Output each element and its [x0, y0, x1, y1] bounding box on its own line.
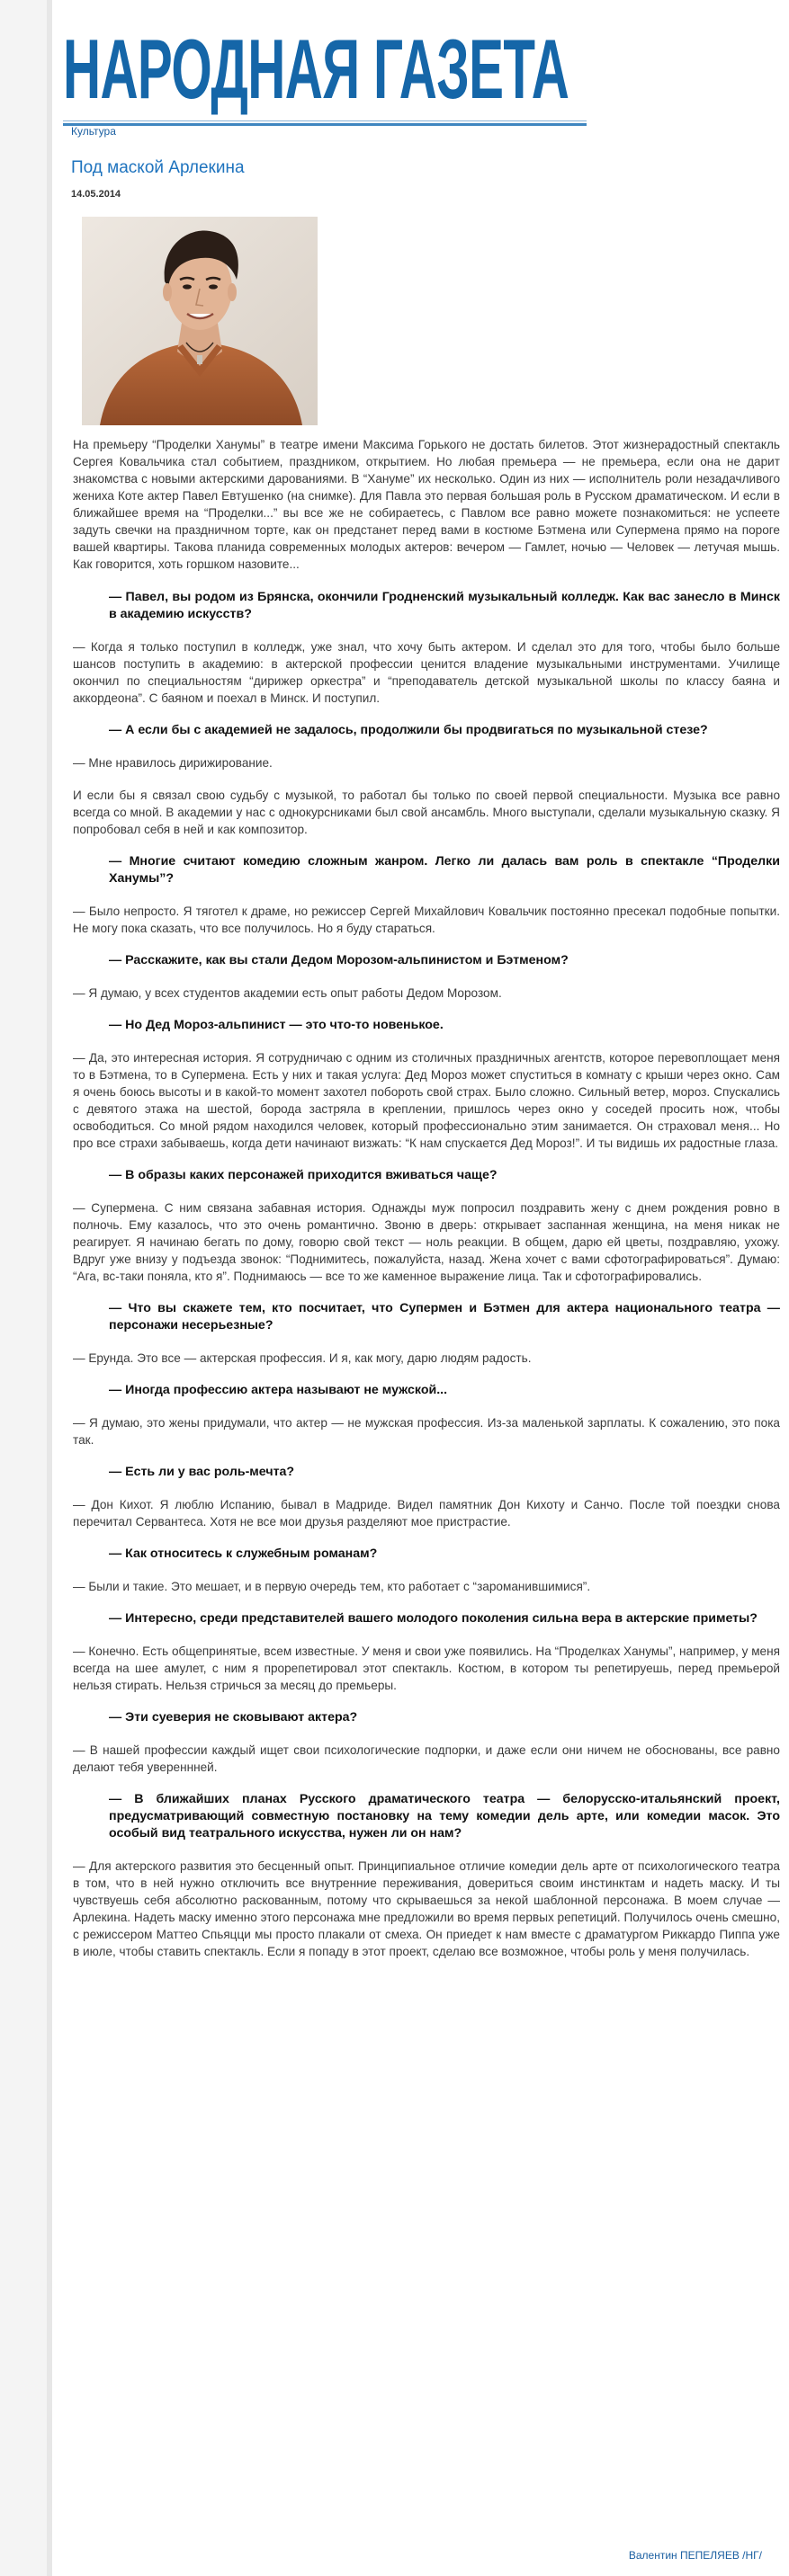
interview-answer: — Да, это интересная история. Я сотрудничаю с одним из столичных праздничных агентств, которое перевоплощает меня то в Бэтмена, то в Супермена. Есть у них и такая услуга: Дед Мороз может спуститься в комнату с крыши через окно. Сам я очень боюсь высоты и в какой-то момент захотел побороть свой страх. Было сложно. Сильный ветер, мороз. Спускались с девятого этажа на шестой, борода застряла в креплении, пришлось через окно у соседей просить нож, чтобы освободиться. Со мной рядом находился человек, который профессионально этим занимается. Он страховал меня... Но про все страхи забываешь, когда дети начинают визжать: “К нам спускается Дед Мороз!”. И ты видишь их радостные глаза. [73, 1051, 780, 1150]
interview-question: — Как относитесь к служебным романам? [109, 1546, 378, 1561]
portrait-image [82, 217, 318, 425]
interview-answer: — Было непросто. Я тяготел к драме, но режиссер Сергей Михайлович Ковальчик постоянно пресекал подобные попытки. Не могу пока сказать, что все получилось. Но я буду стараться. [73, 905, 780, 935]
interview-question: — А если бы с академией не задалось, продолжили бы продвигаться по музыкальной стезе? [109, 723, 708, 737]
interview-question: — Эти суеверия не сковывают актера? [109, 1710, 358, 1725]
article-title: Под маской Арлекина [71, 158, 245, 177]
header-divider [63, 120, 587, 121]
interview-answer: — Дон Кихот. Я люблю Испанию, бывал в Мадриде. Видел памятник Дон Кихоту и Санчо. После той поездки снова перечитал Сервантеса. Хотя не все мои друзья разделяют мое пристрастие. [73, 1498, 780, 1529]
interview-question: — Что вы скажете тем, кто посчитает, что Супермен и Бэтмен для актера национального театра — персонажи несерьезные? [109, 1301, 780, 1333]
interview-question: — В образы каких персонажей приходится вживаться чаще? [109, 1168, 498, 1182]
interview-question: — Иногда профессию актера называют не мужской... [109, 1383, 448, 1397]
interview-answer: — Супермена. С ним связана забавная история. Однажды муж попросил поздравить жену с днем рождения ровно в полночь. Ему казалось, что это очень романтично. Звоню в дверь: открывает заспанная женщина, на меня никак не реагирует. Я начинаю бегать по дому, говорю свой текст — ноль реакции. В общем, дарю ей цветы, поздравляю, ухожу. Вдруг уже внизу у подъезда звонок: “Поднимитесь, пожалуйста, назад. Жена хочет с вами сфотографироваться”. Думаю: “Ага, вс-таки поняла, кто я”. Поднимаюсь — все то же каменное выражение лица. Так и сфотографировались. [73, 1201, 780, 1283]
article-photo [82, 217, 318, 425]
article-date: 14.05.2014 [71, 189, 121, 200]
interview-answer: И если бы я связал свою судьбу с музыкой, то работал бы только по своей первой специальности. Музыка все равно всегда со мной. В академии у нас с однокурсниками был свой ансамбль. Много выступали, сделали музыкальную сказку. Я попробовал себя в ней и как композитор. [73, 789, 780, 836]
interview-question: — Интересно, среди представителей вашего молодого поколения сильна вера в актерские приметы? [109, 1611, 758, 1626]
interview-answer: — Когда я только поступил в колледж, уже знал, что хочу быть актером. И сделал это для того, чтобы было больше шансов поступить в академию: в актерской профессии ценится владение музыкальными инструментами. Училище окончил по специальностям “дирижер оркестра” и “преподаватель детской музыкальной школы по классу баяна и аккордеона”. С баяном и поехал в Минск. И поступил. [73, 640, 780, 705]
interview-answer: — Конечно. Есть общепринятые, всем известные. У меня и свои уже появились. На “Проделках Ханумы”, например, у меня всегда на шее амулет, с ним я прорепетировал этот спектакль. Костюм, в котором ты репетируешь, перед премьерой нельзя стирать. Нельзя стричься за месяц до премьеры. [73, 1645, 780, 1692]
interview-answer: — Мне нравилось дирижирование. [73, 756, 273, 770]
interview-question: — Расскажите, как вы стали Дедом Морозом-альпинистом и Бэтменом? [109, 953, 569, 967]
interview-question: — Есть ли у вас роль-мечта? [109, 1465, 295, 1479]
interview-answer: — В нашей профессии каждый ищет свои психологические подпорки, и даже если они ничем не обоснованы, все равно делают тебя увереннней. [73, 1743, 780, 1774]
interview-answer: — Были и такие. Это мешает, и в первую очередь тем, кто работает с “зароманившимися”. [73, 1580, 591, 1593]
interview-question: — Павел, вы родом из Брянска, окончили Гродненский музыкальный колледж. Как вас занесло в Минск в академию искусств? [109, 590, 780, 621]
section-link[interactable]: Культура [71, 125, 116, 138]
newspaper-logo[interactable]: НАРОДНАЯ ГАЗЕТА [63, 22, 569, 116]
interview-answer: — Для актерского развития это бесценный опыт. Принципиальное отличие комедии дель арте от психологического театра в том, что в ней нужно отключить все внутренние переживания, довериться своим инстинктам и надеть маску. И ты чувствуешь себя абсолютно раскованным, потому что скрываешься за некой шаблонной персонажа. В моем случае — Арлекина. Надеть маску именно этого персонажа мне предложили во время первых репетиций. Получилось очень смешно, с режиссером Маттео Спьяцци мы просто плакали от смеха. Он приедет к нам вместе с драматургом Риккардо Пиппа уже в июле, чтобы ставить спектакль. Если я попаду в этот проект, сделаю все возможное, чтобы роль у меня получилась. [73, 1859, 780, 1958]
interview-answer: — Ерунда. Это все — актерская профессия. И я, как могу, дарю людям радость. [73, 1351, 532, 1365]
page [52, 0, 789, 2576]
interview-question: — Многие считают комедию сложным жанром. Легко ли далась вам роль в спектакле “Проделки Ханумы”? [109, 854, 780, 886]
author-signature[interactable]: Валентин ПЕПЕЛЯЕВ /НГ/ [628, 2549, 762, 2562]
interview-answer: — Я думаю, это жены придумали, что актер — не мужская профессия. Из-за маленькой зарплаты. К сожалению, это пока так. [73, 1416, 780, 1447]
interview-question: — Но Дед Мороз-альпинист — это что-то новенькое. [109, 1018, 444, 1032]
article-lead: На премьеру “Проделки Ханумы” в театре имени Максима Горького не достать билетов. Этот жизнерадостный спектакль Сергея Ковальчика стал событием, праздником, открытием. Но любая премьера — не премьера, если она не дарит знакомства с новыми актерскими дарованиями. В “Хануме” их несколько. Один из них — исполнитель роли незадачливого жениха Коте актер Павел Евтушенко (на снимке). Для Павла это первая большая роль в Русском драматическом. И если в ближайшее время на “Проделки...” вы все же не собираетесь, с Павлом все равно можете познакомиться: не успеете задуть свечки на праздничном торте, как он предстанет перед вами в костюме Бэтмена или Супермена прямо на пороге вашей квартиры. Такова планида современных молодых актеров: вечером — Гамлет, ночью — Человек — летучая мышь. Как говорится, хоть горшком назовите... [73, 438, 780, 571]
header-divider-thick [63, 123, 587, 126]
interview-answer: — Я думаю, у всех студентов академии есть опыт работы Дедом Морозом. [73, 986, 502, 1000]
interview-question: — В ближайших планах Русского драматического театра — белорусско-итальянский проект, предусматривающий совместную постановку на тему комедии дель арте, или комедии масок. Это особый вид театрального искусства, нужен ли он нам? [109, 1792, 780, 1841]
article-body [73, 436, 780, 1975]
